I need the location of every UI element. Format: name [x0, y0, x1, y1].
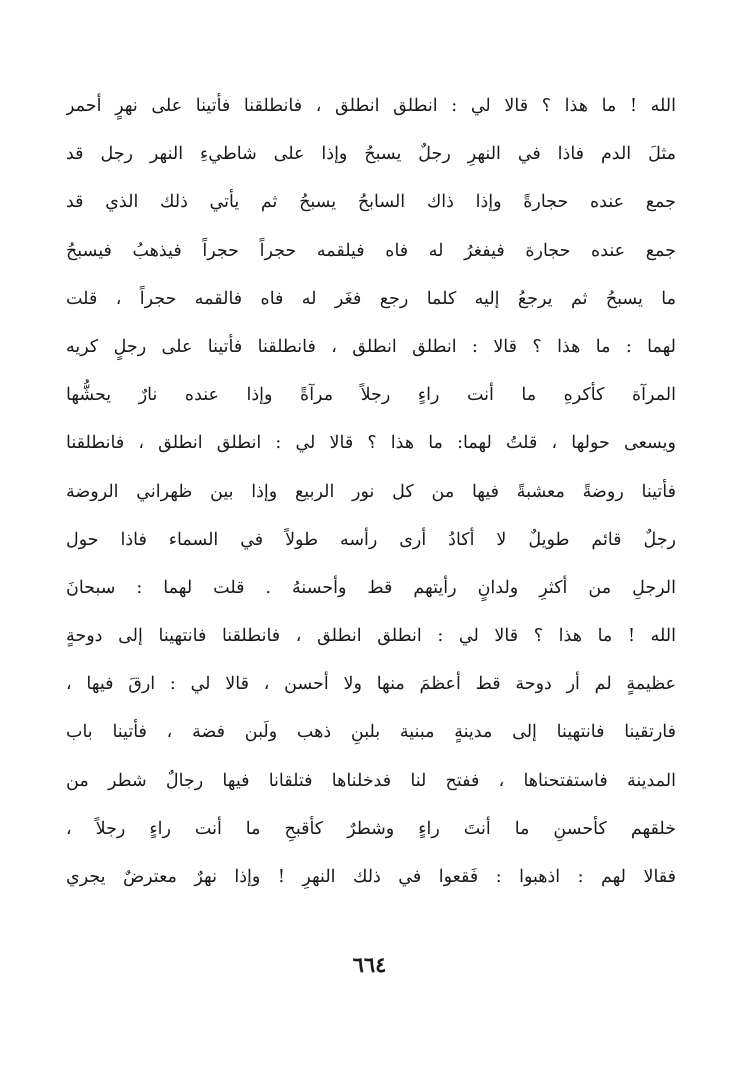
text-line: ما يسبحُ ثم يرجعُ إليه كلما رجع فغَر له فاه فالقمه حجراً ، قلت: [66, 288, 676, 309]
text-line: لهما : ما هذا ؟ قالا : انطلق انطلق ، فانطلقنا فأتينا على رجلٍ كريه: [66, 336, 676, 357]
text-line: فقالا لهم : اذهبوا : فَقعوا في ذلك النهرِ ! وإذا نهرٌ معترضٌ يجري: [66, 867, 676, 887]
text-line: ويسعى حولها ، قلتُ لهما: ما هذا ؟ قالا لي : انطلق انطلق ، فانطلقنا: [66, 433, 676, 454]
text-line: الله ! ما هذا ؟ قالا لي : انطلق انطلق ، فانطلقنا فانتهينا إلى دوحةٍ: [66, 626, 676, 647]
body-text: [66, 82, 676, 901]
text-line: فأتينا روضةً معشبةً فيها من كل نور الربيع وإذا بين ظهراني الروضة: [66, 481, 676, 502]
text-line: المرآة كأكرهِ ما أنت راءٍ رجلاً مرآةً وإذا عنده نارٌ يحشُّها: [66, 385, 676, 406]
text-line: عظيمةٍ لم أر دوحة قط أعظمَ منها ولا أحسن ، قالا لي : ارقَ فيها ،: [66, 674, 676, 695]
text-line: جمع عنده حجارةً وإذا ذاك السابحُ يسبحُ ثم يأتي ذلك الذي قد: [66, 192, 676, 213]
text-line: الرجلِ من أكثرِ ولدانٍ رأيتهم قط وأحسنهُ . قلت لهما : سبحانَ: [66, 577, 676, 598]
text-line: خلقهم كأحسنِ ما أنتَ راءٍ وشطرٌ كأقبحِ ما أنت راءٍ رجلاً ،: [66, 818, 676, 839]
text-line: المدينة فاستفتحناها ، ففتح لنا فدخلناها فتلقانا فيها رجالٌ شطر من: [66, 770, 676, 791]
page-number: ٦٦٤: [352, 952, 387, 977]
text-line: رجلٌ قائم طويلٌ لا أكادُ أرى رأسه طولاً في السماء فاذا حول: [66, 529, 676, 550]
text-line: مثلَ الدم فاذا في النهرِ رجلٌ يسبحُ وإذا على شاطيءِ النهر رجل قد: [66, 144, 676, 165]
text-line: فارتقينا فانتهينا إلى مدينةٍ مبنية بلبنِ ذهب ولَبن فضة ، فأتينا باب: [66, 722, 676, 743]
text-line: الله ! ما هذا ؟ قالا لي : انطلق انطلق ، فانطلقنا فأتينا على نهرٍ أحمر: [66, 96, 676, 116]
text-line: جمع عنده حجارة فيفغرُ له فاه فيلقمه حجراً حجراً فيذهبُ فيسبحُ: [66, 240, 676, 261]
